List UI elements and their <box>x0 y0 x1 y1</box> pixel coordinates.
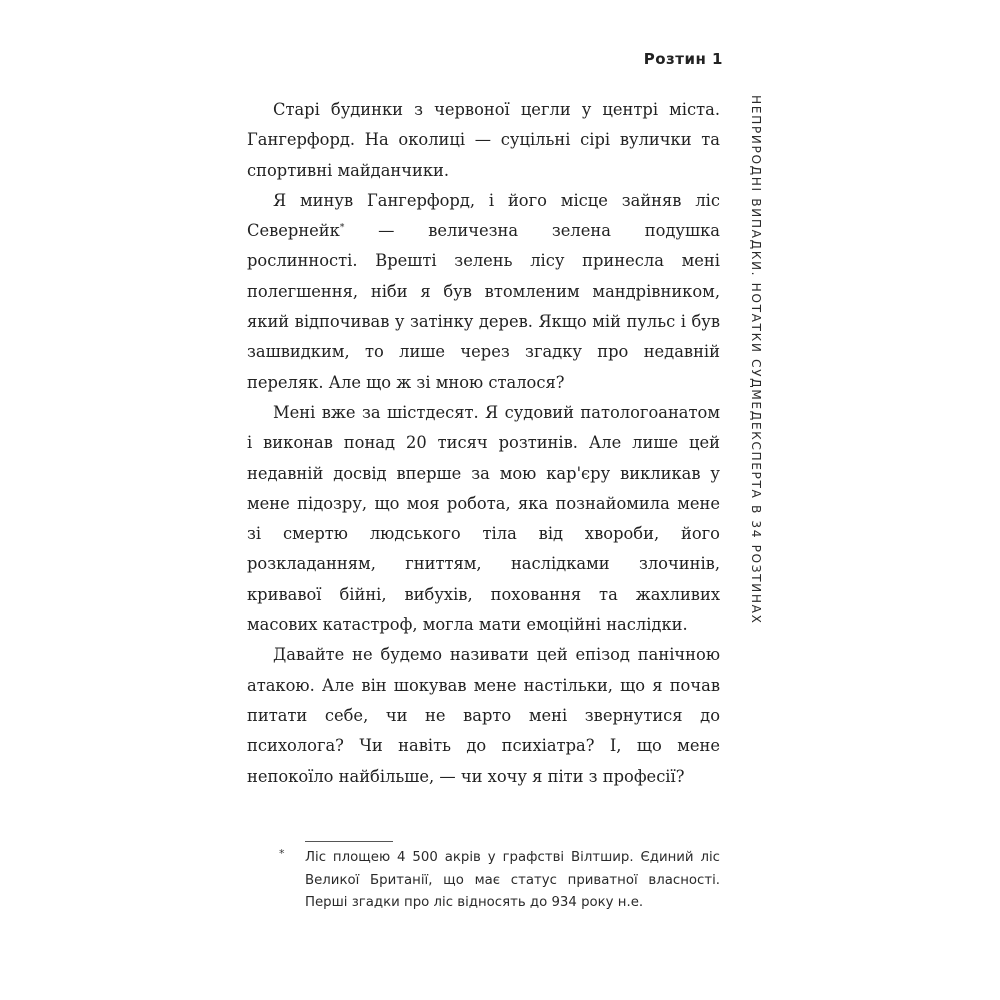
paragraph-2 <box>247 186 720 398</box>
side-title <box>746 95 766 625</box>
body-text <box>247 95 720 792</box>
paragraph-2-rest: — величезна зелена подушка рослинності. Врешті зелень лісу принесла мені полегшення, ніби я був втомленим мандрівником, який відпочивав у затінку дерев. Якщо мій пульс і був зашвидким, то лише через згадку про недавній переляк. Але що ж зі мною сталося? <box>247 221 720 392</box>
running-head: Розтин 1 <box>643 50 723 68</box>
footnote-text: Ліс площею 4 500 акрів у графстві Вілтшир. Єдиний ліс Великої Британії, що має статус приватної власності. Перші згадки про ліс відносять до 934 року н.е. <box>305 850 720 910</box>
footnote <box>305 847 720 915</box>
paragraph-3: Мені вже за шістдесят. Я судовий патологоанатом і виконав понад 20 тисяч розтинів. Але лише цей недавній досвід вперше за мою кар'єру викликав у мене підозру, що моя робота, яка познайомила мене зі смертю людського тіла від хвороби, його розкладанням, гниттям, наслідками злочинів, кривавої бійні, вибухів, поховання та жахливих масових катастроф, могла мати емоційні наслідки. <box>247 402 720 635</box>
footnote-divider <box>305 841 393 842</box>
paragraph-1: Старі будинки з червоної цегли у центрі міста. Гангерфорд. На околиці — суцільні сірі вулички та спортивні майданчики. <box>247 100 720 180</box>
side-title-text: НЕПРИРОДНІ ВИПАДКИ. НОТАТКИ СУДМЕДЕКСПЕРТА В 34 РОЗТИНАХ <box>749 95 763 625</box>
paragraph-2-start: Я минув Гангерфорд, і його місце зайняв ліс Севернейк <box>247 190 720 241</box>
footnote-reference: * <box>339 223 345 234</box>
paragraph-4: Давайте не будемо називати цей епізод панічною атакою. Але він шокував мене настільки, що я почав питати себе, чи не варто мені звернутися до психолога? Чи навіть до психіатра? І, що мене непокоїло найбільше, — чи хочу я піти з професії? <box>247 645 720 786</box>
footnote-mark: * <box>279 847 285 860</box>
